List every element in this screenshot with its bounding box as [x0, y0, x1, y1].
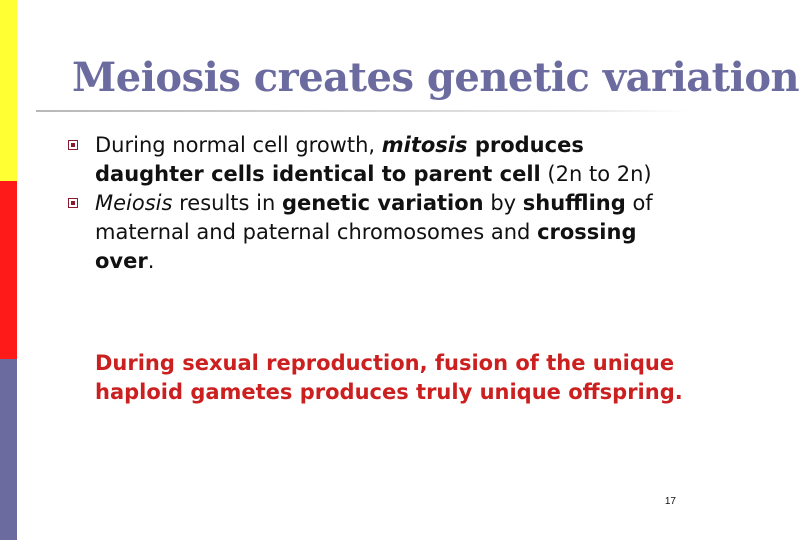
side-bar-yellow [0, 0, 17, 181]
bullet-text: by [483, 191, 523, 215]
bullet-text: of maternal and paternal chromosomes and [95, 191, 653, 244]
bullet-text: (2n to 2n) [540, 162, 652, 186]
bullet-text: . [147, 249, 155, 273]
bullet-text-mitosis: mitosis [381, 133, 468, 157]
square-bullet-icon [68, 140, 78, 150]
side-bar-red [0, 181, 17, 359]
bullet-text: results in [172, 191, 282, 215]
callout-text: During sexual reproduction, fusion of the unique haploid gametes produces truly unique offspring. [95, 351, 683, 404]
slide-title: Meiosis creates genetic variation [72, 54, 799, 101]
square-bullet-icon [68, 198, 78, 208]
bullet-mitosis [68, 131, 698, 189]
bullet-text-bold: produces daughter cells identical to parent cell [95, 133, 584, 186]
bullet-text-bold: crossing over [95, 220, 637, 273]
bullet-text-bold: genetic variation [281, 191, 484, 215]
title-divider [36, 110, 688, 112]
page-number: 17 [664, 496, 676, 507]
bullet-list [68, 131, 698, 276]
side-bar-blue [0, 359, 17, 540]
bullet-text-bold: shuffling [522, 191, 626, 215]
bullet-text-meiosis: Meiosis [95, 191, 173, 215]
bullet-text: During normal cell growth, [95, 133, 382, 157]
bullet-meiosis [68, 189, 698, 276]
